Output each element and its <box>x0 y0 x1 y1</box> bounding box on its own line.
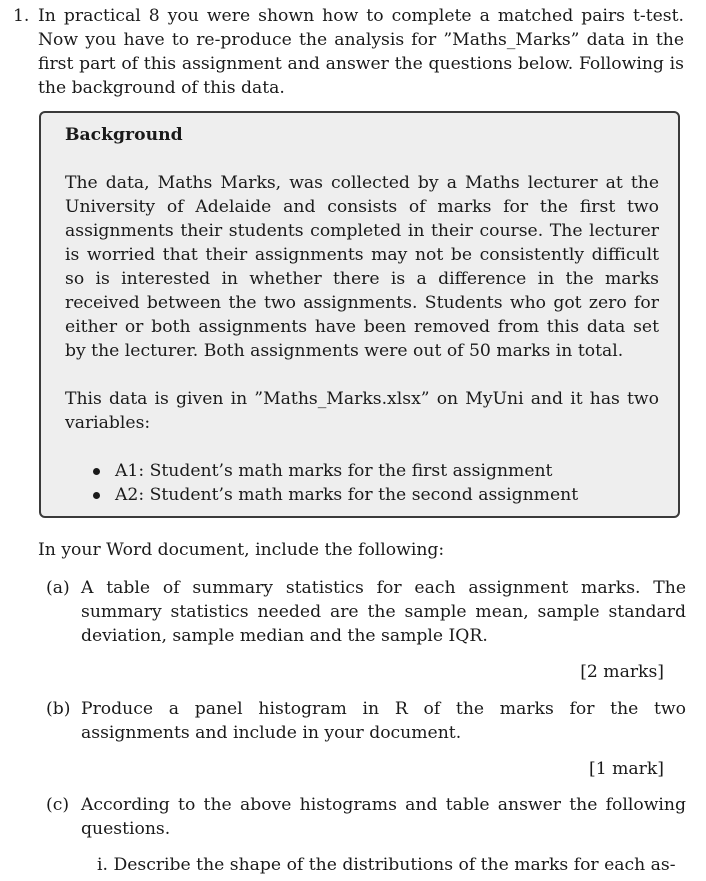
tasks-lead: In your Word document, include the following: <box>38 540 445 560</box>
variable-text: A2: Student’s math marks for the second assignment <box>115 485 579 505</box>
subtask-item-i <box>97 853 685 877</box>
background-title: Background <box>65 125 183 145</box>
variable-list <box>93 459 578 507</box>
variable-item-a1 <box>93 459 578 483</box>
background-paragraph-2: This data is given in ”Maths_Marks.xlsx” on MyUni and it has two variables: <box>65 389 659 433</box>
task-item-c <box>46 793 686 841</box>
task-item-a <box>46 576 686 648</box>
bullet-icon <box>93 468 100 475</box>
task-item-b <box>46 697 686 745</box>
question-number: 1. <box>13 6 30 26</box>
subtask-text: Describe the shape of the distributions of the marks for each as- <box>113 855 676 875</box>
background-paragraph-1: The data, Maths Marks, was collected by a Maths lecturer at the University of Adelaide and consists of marks for the first two assignments their students completed in their course. The lecturer is worried that their assignments may not be consistently difficult so is interested in whether there is a difference in the marks received between the two assignments. Students who got zero for either or both assignments have been removed from this data set by the lecturer. Both assignments were out of 50 marks in total. <box>65 173 659 361</box>
task-text: A table of summary statistics for each assignment marks. The summary statistics needed are the sample mean, sample standard deviation, sample median and the sample IQR. <box>81 578 686 646</box>
bullet-icon <box>93 492 100 499</box>
task-b-marks: [1 mark] <box>589 759 664 779</box>
variable-text: A1: Student’s math marks for the first assignment <box>115 461 553 481</box>
variable-item-a2 <box>93 483 578 507</box>
task-label: (c) <box>46 795 70 815</box>
task-a-marks: [2 marks] <box>580 662 664 682</box>
task-label: (b) <box>46 699 71 719</box>
background-box <box>39 111 680 518</box>
task-text: Produce a panel histogram in R of the marks for the two assignments and include in your document. <box>81 699 686 743</box>
task-label: (a) <box>46 578 70 598</box>
question-intro: In practical 8 you were shown how to complete a matched pairs t-test. Now you have to re-produce the analysis for ”Maths_Marks” data in the first part of this assignment and answer the questions below. Following is the background of this data. <box>38 6 684 98</box>
subtask-label: i. <box>97 855 108 875</box>
task-text: According to the above histograms and table answer the following questions. <box>81 795 686 839</box>
